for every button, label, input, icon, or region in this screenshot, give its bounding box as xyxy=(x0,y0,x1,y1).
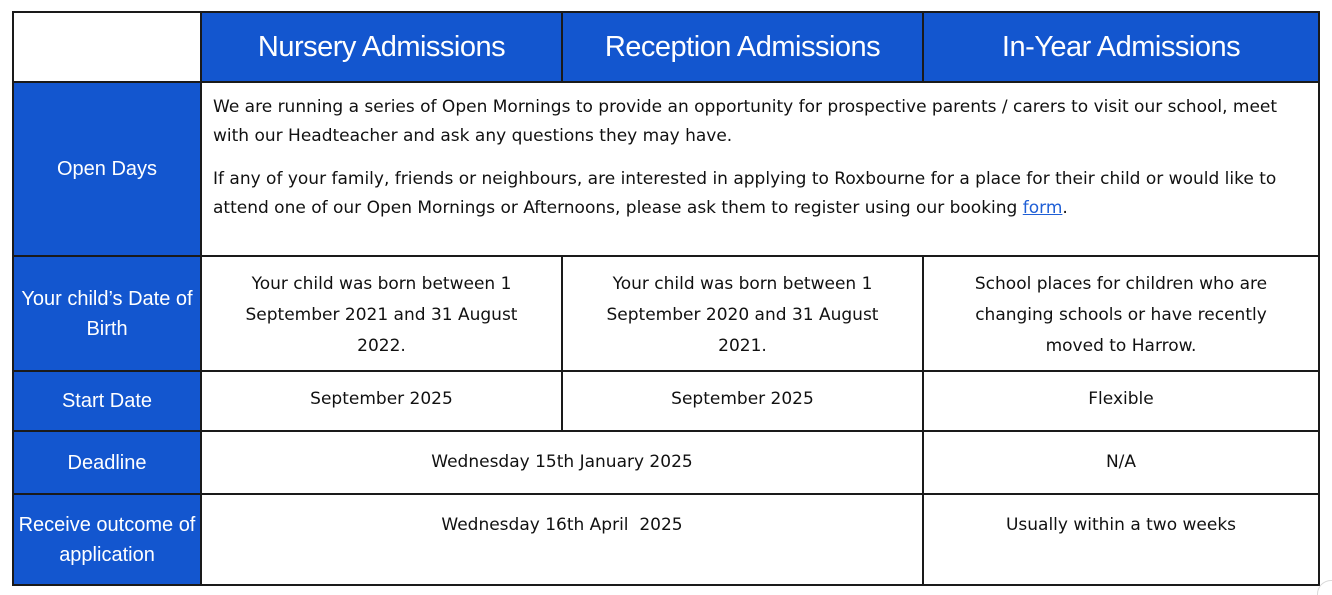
nursery-reception-deadline: Wednesday 15th January 2025 xyxy=(201,431,923,494)
row-header-deadline: Deadline xyxy=(13,431,201,494)
row-deadline xyxy=(13,431,1319,494)
open-days-paragraph-2-text: If any of your family, friends or neighbours, are interested in applying to Roxbourne for a place for their child or would like to attend one of our Open Mornings or Afternoons, please ask them to register using our booking xyxy=(213,169,1277,218)
corner-cell xyxy=(13,12,201,82)
row-outcome xyxy=(13,494,1319,585)
in-year-start-date: Flexible xyxy=(923,371,1319,431)
booking-form-link[interactable]: form xyxy=(1022,198,1063,218)
row-open-days xyxy=(13,82,1319,256)
in-year-outcome: Usually within a two weeks xyxy=(923,494,1319,585)
admissions-table xyxy=(12,11,1320,586)
column-header-nursery: Nursery Admissions xyxy=(201,12,562,82)
reception-start-date: September 2025 xyxy=(562,371,923,431)
open-days-paragraph-2 xyxy=(213,165,1306,223)
nursery-date-of-birth: Your child was born between 1 September 2021 and 31 August 2022. xyxy=(201,256,562,371)
row-header-date-of-birth: Your child’s Date of Birth xyxy=(13,256,201,371)
reception-date-of-birth: Your child was born between 1 September 2020 and 31 August 2021. xyxy=(562,256,923,371)
row-header-start-date: Start Date xyxy=(13,371,201,431)
column-header-in-year: In-Year Admissions xyxy=(923,12,1319,82)
nursery-reception-outcome: Wednesday 16th April 2025 xyxy=(201,494,923,585)
header-row xyxy=(13,12,1319,82)
open-days-paragraph-2-end: . xyxy=(1062,198,1068,218)
row-start-date xyxy=(13,371,1319,431)
open-days-text xyxy=(201,82,1319,256)
open-days-paragraph-1: We are running a series of Open Mornings to provide an opportunity for prospective parents / carers to visit our school, meet with our Headteacher and ask any questions they may have. xyxy=(213,97,1278,146)
in-year-deadline: N/A xyxy=(923,431,1319,494)
row-header-open-days: Open Days xyxy=(13,82,201,256)
column-header-reception: Reception Admissions xyxy=(562,12,923,82)
in-year-date-of-birth: School places for children who are changing schools or have recently moved to Harrow. xyxy=(923,256,1319,371)
row-date-of-birth xyxy=(13,256,1319,371)
row-header-outcome: Receive outcome of application xyxy=(13,494,201,585)
nursery-start-date: September 2025 xyxy=(201,371,562,431)
